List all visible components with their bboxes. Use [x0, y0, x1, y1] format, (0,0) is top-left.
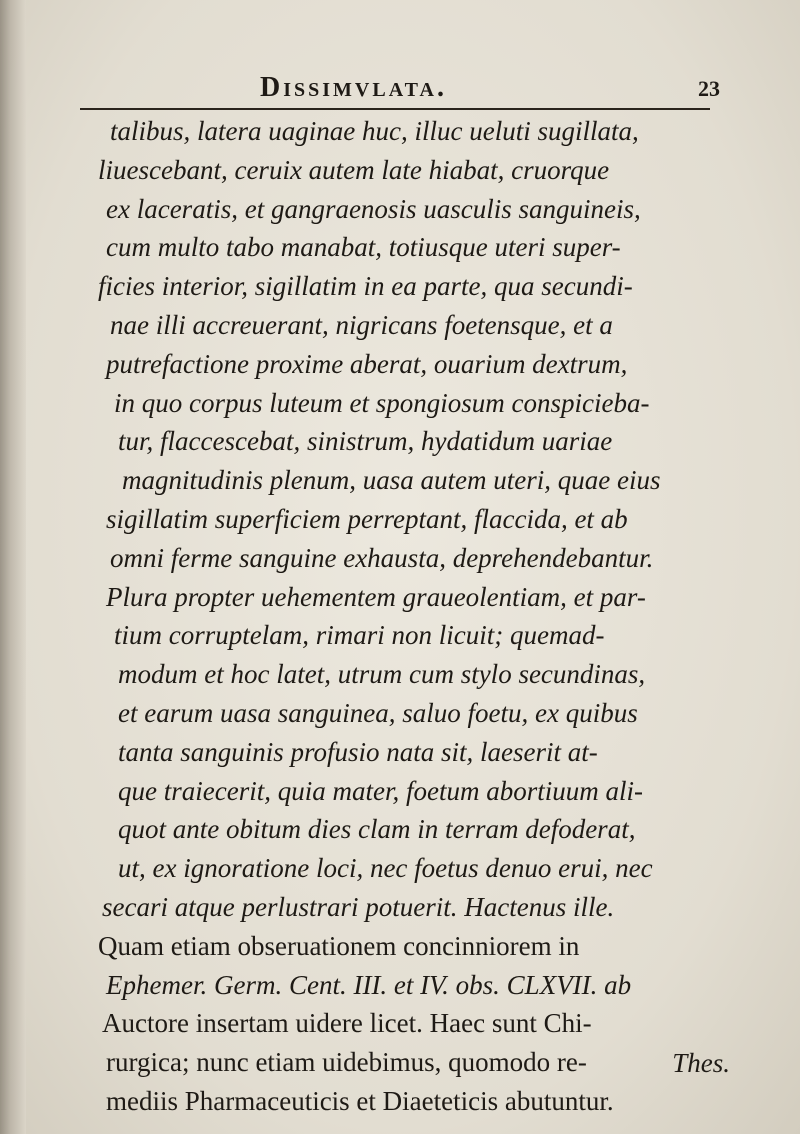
text-line: omni ferme sanguine exhausta, deprehendebantur. — [110, 542, 654, 573]
text-line: mediis Pharmaceuticis et Diaeteticis abutuntur. — [106, 1085, 614, 1116]
text-line: Plura propter uehementem graueolentiam, et par- — [106, 581, 646, 612]
text-line: tium corruptelam, rimari non licuit; quemad- — [114, 620, 605, 651]
text-line: que traiecerit, quia mater, foetum abortiuum ali- — [118, 775, 643, 806]
text-line: tur, flaccescebat, sinistrum, hydatidum uariae — [118, 426, 613, 457]
text-line: in quo corpus luteum et spongiosum conspicieba- — [114, 387, 650, 418]
text-line: ex laceratis, et gangraenosis uasculis sanguineis, — [106, 193, 641, 224]
page-gutter-shadow — [0, 0, 26, 1134]
text-line: liuescebant, ceruix autem late hiabat, cruorque — [98, 154, 610, 185]
text-line: rurgica; nunc etiam uidebimus, quomodo re- — [106, 1047, 587, 1078]
text-line: tanta sanguinis profusio nata sit, laeserit at- — [118, 736, 598, 767]
text-line: ficies interior, sigillatim in ea parte, qua secundi- — [98, 271, 633, 302]
text-line: magnitudinis plenum, uasa autem uteri, quae eius — [122, 465, 661, 496]
text-line: et earum uasa sanguinea, saluo foetu, ex quibus — [118, 697, 638, 728]
text-line: modum et hoc latet, utrum cum stylo secundinas, — [118, 659, 646, 690]
text-line: Auctore insertam uidere licet. Haec sunt Chi- — [102, 1008, 592, 1039]
body-text — [98, 112, 758, 1121]
text-line: ut, ex ignoratione loci, nec foetus denuo erui, nec — [118, 853, 653, 884]
text-line: Ephemer. Germ. Cent. III. et IV. obs. CLXVII. ab — [106, 969, 632, 1000]
page-header — [60, 70, 720, 110]
header-rule — [80, 108, 710, 110]
text-line: quot ante obitum dies clam in terram defoderat, — [118, 814, 636, 845]
running-title: Dissimvlata. — [260, 72, 447, 103]
text-line: talibus, latera uaginae huc, illuc ueluti sugillata, — [110, 116, 639, 146]
text-line: secari atque perlustrari potuerit. Hactenus ille. — [102, 891, 615, 922]
text-line: Quam etiam obseruationem concinniorem in — [98, 930, 580, 961]
text-line: cum multo tabo manabat, totiusque uteri super- — [106, 232, 621, 263]
text-line: nae illi accreuerant, nigricans foetensque, et a — [110, 309, 613, 340]
page-number: 23 — [698, 76, 720, 101]
text-line: sigillatim superficiem perreptant, flaccida, et ab — [106, 503, 628, 534]
catchword: Thes. — [672, 1048, 730, 1078]
text-line: putrefactione proxime aberat, ouarium dextrum, — [106, 348, 628, 379]
